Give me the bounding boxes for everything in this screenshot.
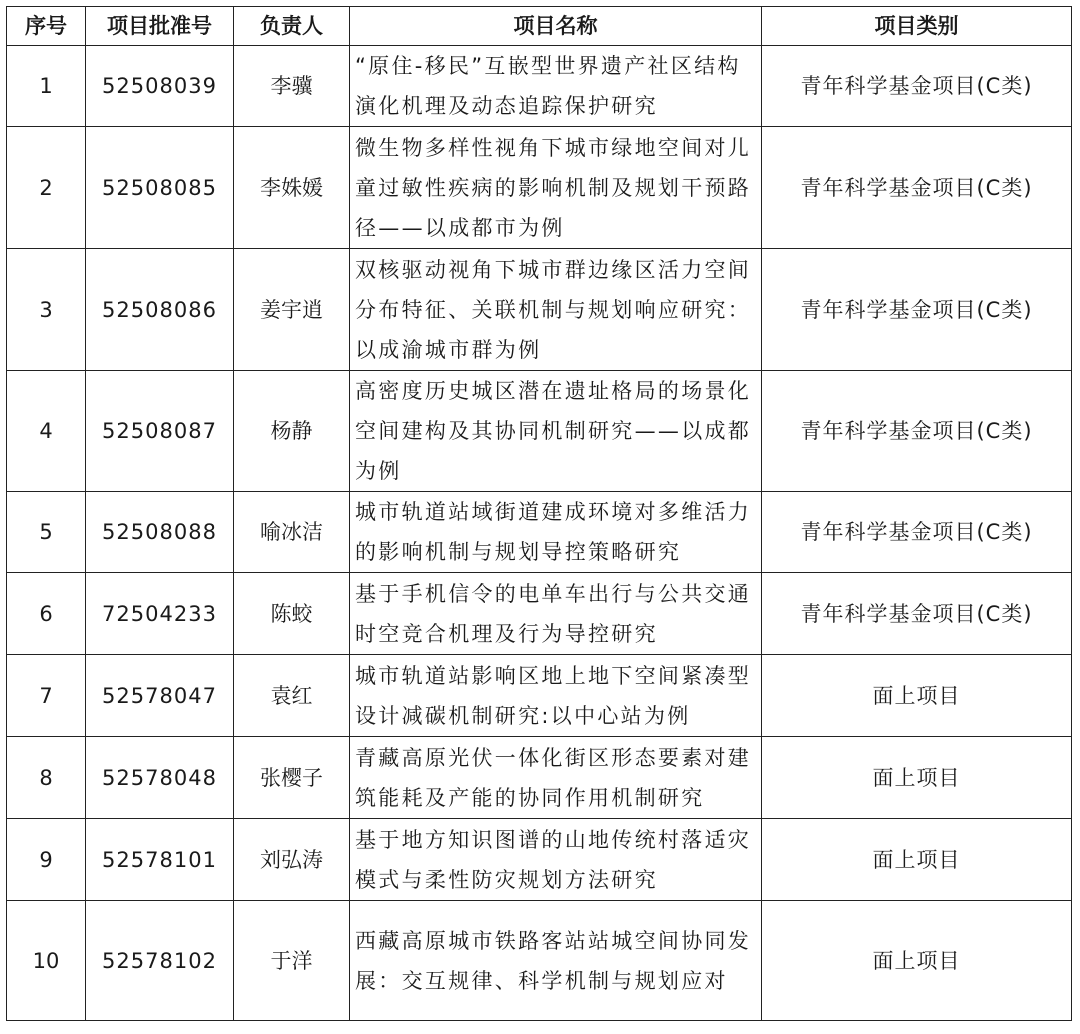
row-index: 1 <box>7 46 86 127</box>
row-project-name: 基于地方知识图谱的山地传统村落适灾模式与柔性防灾规划方法研究 <box>350 819 762 901</box>
table-row <box>7 371 1072 492</box>
table-row <box>7 819 1072 901</box>
row-category: 面上项目 <box>762 901 1072 1021</box>
row-category: 青年科学基金项目(C类) <box>762 249 1072 371</box>
row-leader: 袁红 <box>234 655 350 737</box>
row-index: 9 <box>7 819 86 901</box>
row-index: 8 <box>7 737 86 819</box>
row-index: 2 <box>7 127 86 249</box>
project-table-container <box>6 6 1072 1021</box>
row-category: 面上项目 <box>762 819 1072 901</box>
row-approval-no: 52508086 <box>86 249 234 371</box>
table-row <box>7 901 1072 1021</box>
row-index: 3 <box>7 249 86 371</box>
table-row <box>7 655 1072 737</box>
row-index: 4 <box>7 371 86 492</box>
header-leader: 负责人 <box>234 7 350 46</box>
row-approval-no: 72504233 <box>86 573 234 655</box>
row-category: 面上项目 <box>762 737 1072 819</box>
row-category: 面上项目 <box>762 655 1072 737</box>
row-project-name: “原住-移民”互嵌型世界遗产社区结构演化机理及动态追踪保护研究 <box>350 46 762 127</box>
row-approval-no: 52578102 <box>86 901 234 1021</box>
table-row <box>7 127 1072 249</box>
row-leader: 喻冰洁 <box>234 492 350 573</box>
table-row <box>7 249 1072 371</box>
row-leader: 陈蛟 <box>234 573 350 655</box>
row-category: 青年科学基金项目(C类) <box>762 127 1072 249</box>
row-category: 青年科学基金项目(C类) <box>762 573 1072 655</box>
row-index: 10 <box>7 901 86 1021</box>
row-approval-no: 52508087 <box>86 371 234 492</box>
table-header-row <box>7 7 1072 46</box>
row-category: 青年科学基金项目(C类) <box>762 492 1072 573</box>
table-row <box>7 573 1072 655</box>
row-project-name: 城市轨道站域街道建成环境对多维活力的影响机制与规划导控策略研究 <box>350 492 762 573</box>
table-row <box>7 492 1072 573</box>
header-approval-no: 项目批准号 <box>86 7 234 46</box>
header-category: 项目类别 <box>762 7 1072 46</box>
table-row <box>7 737 1072 819</box>
row-approval-no: 52508088 <box>86 492 234 573</box>
row-project-name: 双核驱动视角下城市群边缘区活力空间分布特征、关联机制与规划响应研究：以成渝城市群为例 <box>350 249 762 371</box>
row-category: 青年科学基金项目(C类) <box>762 371 1072 492</box>
row-approval-no: 52508085 <box>86 127 234 249</box>
row-approval-no: 52578101 <box>86 819 234 901</box>
row-approval-no: 52578047 <box>86 655 234 737</box>
row-leader: 姜宇逍 <box>234 249 350 371</box>
row-project-name: 城市轨道站影响区地上地下空间紧凑型设计减碳机制研究:以中心站为例 <box>350 655 762 737</box>
header-project-name: 项目名称 <box>350 7 762 46</box>
row-leader: 刘弘涛 <box>234 819 350 901</box>
row-leader: 杨静 <box>234 371 350 492</box>
row-project-name: 微生物多样性视角下城市绿地空间对儿童过敏性疾病的影响机制及规划干预路径——以成都市为例 <box>350 127 762 249</box>
row-approval-no: 52578048 <box>86 737 234 819</box>
table-row <box>7 46 1072 127</box>
row-approval-no: 52508039 <box>86 46 234 127</box>
row-leader: 李骥 <box>234 46 350 127</box>
row-project-name: 西藏高原城市铁路客站站城空间协同发展：交互规律、科学机制与规划应对 <box>350 901 762 1021</box>
row-project-name: 基于手机信令的电单车出行与公共交通时空竞合机理及行为导控研究 <box>350 573 762 655</box>
project-table <box>6 6 1072 1021</box>
row-leader: 李姝媛 <box>234 127 350 249</box>
header-index: 序号 <box>7 7 86 46</box>
row-leader: 张樱子 <box>234 737 350 819</box>
row-project-name: 青藏高原光伏一体化街区形态要素对建筑能耗及产能的协同作用机制研究 <box>350 737 762 819</box>
row-leader: 于洋 <box>234 901 350 1021</box>
row-index: 6 <box>7 573 86 655</box>
row-index: 7 <box>7 655 86 737</box>
row-project-name: 高密度历史城区潜在遗址格局的场景化空间建构及其协同机制研究——以成都为例 <box>350 371 762 492</box>
row-category: 青年科学基金项目(C类) <box>762 46 1072 127</box>
row-index: 5 <box>7 492 86 573</box>
